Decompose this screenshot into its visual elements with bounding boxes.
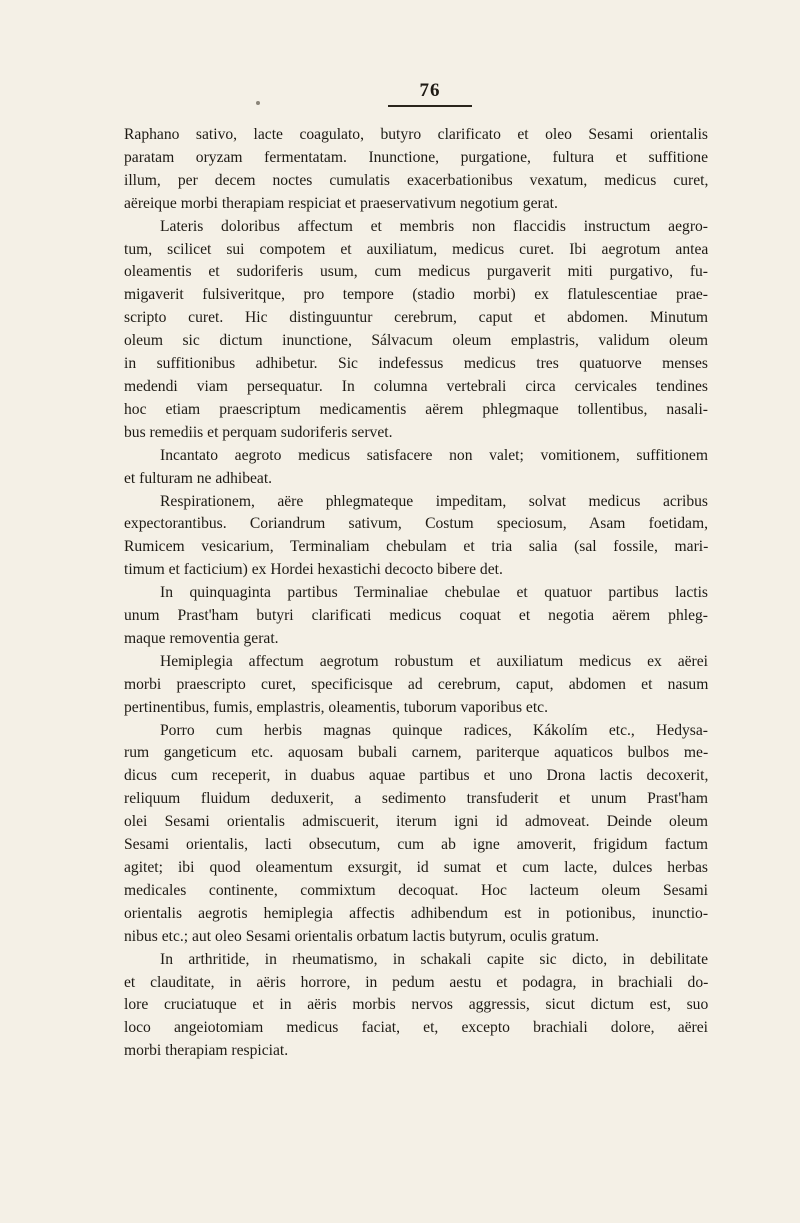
- text-line: tum, scilicet sui compotem et auxiliatum, medicus curet. Ibi aegrotum antea: [124, 240, 709, 258]
- text-line: loco angeiotomiam medicus faciat, et, excepto brachiali dolore, aërei: [124, 1019, 708, 1037]
- text-line: unum Prast'ham butyri clarificati medicus coquat et negotia aërem phleg-: [124, 607, 708, 625]
- text-line: orientalis aegrotis hemiplegia affectis adhibendum est in potionibus, inunctio-: [124, 904, 709, 922]
- text-line: hoc etiam praescriptum medicamentis aërem phlegmaque tollentibus, nasali-: [124, 400, 708, 418]
- text-line: In arthritide, in rheumatismo, in schakali capite sic dicto, in debilitate: [160, 950, 708, 968]
- text-line: scripto curet. Hic distinguuntur cerebrum, caput et abdomen. Minutum: [124, 309, 708, 327]
- ink-speck: [256, 101, 260, 105]
- text-line: lore cruciatuque et in aëris morbis nervos aggressis, sicut dictum est, suo: [124, 996, 709, 1014]
- text-line: Respirationem, aëre phlegmateque impeditam, solvat medicus acribus: [160, 492, 708, 510]
- text-line: medicales continente, commixtum decoquat. Hoc lacteum oleum Sesami: [124, 881, 708, 899]
- text-line: rum gangeticum etc. aquosam bubali carnem, pariterque aquaticos bulbos me-: [124, 744, 709, 762]
- text-line: reliquum fluidum deduxerit, a sedimento transfuderit et unum Prast'ham: [124, 790, 708, 808]
- text-line: medendi viam persequatur. In columna vertebrali circa cervicales tendines: [124, 377, 708, 395]
- text-line: expectorantibus. Coriandrum sativum, Costum speciosum, Asam foetidam,: [124, 515, 708, 533]
- text-line: dicus cum receperit, in duabus aquae partibus et uno Drona lactis decoxerit,: [124, 767, 709, 785]
- text-line: et clauditate, in aëris horrore, in pedum aestu et podagra, in brachiali do-: [124, 973, 709, 991]
- text-line: timum et facticium) ex Hordei hexastichi decocto bibere det.: [124, 561, 503, 579]
- text-line: Hemiplegia affectum aegrotum robustum et auxiliatum medicus ex aërei: [160, 652, 708, 670]
- text-line: Porro cum herbis magnas quinque radices, Kákolím etc., Hedysa-: [160, 721, 708, 739]
- text-line: morbi praescripto curet, specificisque ad cerebrum, caput, abdomen et nasum: [124, 675, 709, 693]
- text-line: Lateris doloribus affectum et membris non flaccidis instructum aegro-: [160, 217, 708, 235]
- text-line: pertinentibus, fumis, emplastris, oleamentis, tuborum vaporibus etc.: [124, 698, 548, 716]
- text-line: Rumicem vesicarium, Terminaliam chebulam et tria salia (sal fossile, mari-: [124, 538, 709, 556]
- text-line: in suffitionibus adhibetur. Sic indefessus medicus tres quatuorve menses: [124, 355, 708, 373]
- text-line: morbi therapiam respiciat.: [124, 1042, 289, 1060]
- text-line: illum, per decem noctes cumulatis exacerbationibus vexatum, medicus curet,: [124, 171, 709, 189]
- text-line: In quinquaginta partibus Terminaliae chebulae et quatuor partibus lactis: [160, 584, 708, 602]
- text-line: oleamentis et sudoriferis usum, cum medicus purgaverit miti purgativo, fu-: [124, 263, 708, 281]
- body-text: [124, 124, 708, 1063]
- text-line: Raphano sativo, lacte coagulato, butyro clarificato et oleo Sesami orientalis: [124, 126, 708, 143]
- page-number: 76: [419, 80, 441, 101]
- text-line: bus remediis et perquam sudoriferis servet.: [124, 423, 393, 441]
- page-number-rule: [388, 105, 472, 107]
- text-line: Sesami orientalis, lacti obsecutum, cum ab igne amoverit, frigidum factum: [124, 836, 708, 854]
- text-line: olei Sesami orientalis admiscuerit, iterum igni id admoveat. Deinde oleum: [124, 813, 708, 831]
- text-line: oleum sic dictum inunctione, Sálvacum oleum emplastris, validum oleum: [124, 332, 708, 350]
- text-line: Incantato aegroto medicus satisfacere non valet; vomitionem, suffitionem: [160, 446, 708, 464]
- text-line: migaverit fulsiveritque, pro tempore (stadio morbi) ex flatulescentiae prae-: [124, 286, 708, 304]
- text-line: aëreique morbi therapiam respiciat et praeservativum negotium gerat.: [124, 194, 558, 212]
- text-line: maque removentia gerat.: [124, 629, 279, 647]
- text-line: nibus etc.; aut oleo Sesami orientalis orbatum lactis butyrum, oculis gratum.: [124, 927, 600, 945]
- text-line: et fulturam ne adhibeat.: [124, 469, 273, 487]
- text-line: agitet; ibi quod oleamentum exsurgit, id sumat et cum lacte, dulces herbas: [124, 859, 708, 876]
- text-line: paratam oryzam fermentatam. Inunctione, purgatione, fultura et suffitione: [124, 148, 708, 166]
